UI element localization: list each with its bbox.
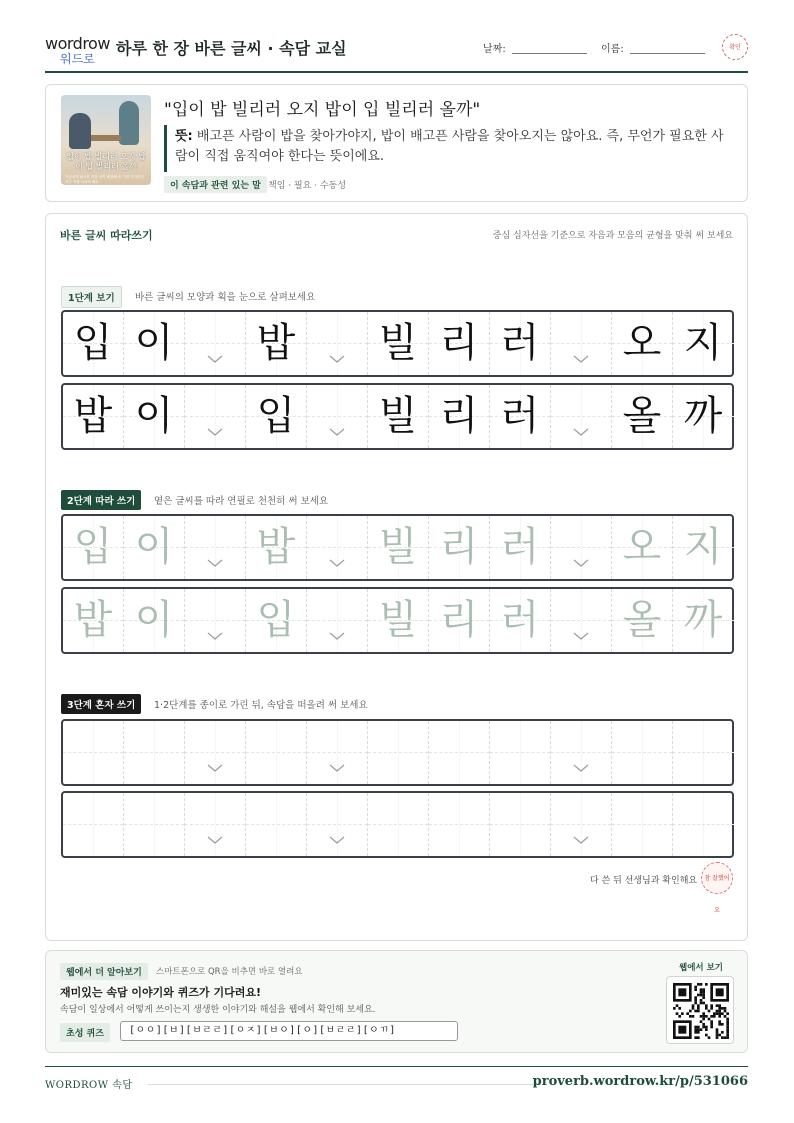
- web-subtitle: 속담이 일상에서 어떻게 쓰이는지 생생한 이야기와 해설을 웹에서 확인해 보세요.: [60, 1005, 376, 1015]
- writing-cell[interactable]: [63, 793, 124, 856]
- proverb-text: "입이 밥 빌리러 오지 밥이 입 빌리러 올까": [164, 100, 481, 120]
- writing-cell[interactable]: [124, 589, 185, 652]
- writing-cell[interactable]: [246, 516, 307, 579]
- step2-row-2[interactable]: [61, 587, 734, 654]
- model-glyph: 밥: [73, 393, 113, 439]
- writing-cell: [551, 312, 612, 375]
- step1-row-2: [61, 383, 734, 450]
- space-mark-icon: [573, 763, 589, 775]
- trace-glyph: 빌: [378, 524, 418, 570]
- model-glyph: 입: [73, 320, 113, 366]
- trace-glyph: 리: [439, 524, 479, 570]
- writing-cell[interactable]: [307, 721, 368, 784]
- proverb-illustration: [61, 95, 151, 185]
- writing-cell[interactable]: [246, 721, 307, 784]
- qr-code-graphic: [673, 983, 729, 1039]
- writing-cell[interactable]: [612, 516, 673, 579]
- writing-cell[interactable]: [429, 721, 490, 784]
- space-mark-icon: [573, 835, 589, 847]
- model-glyph: 리: [439, 393, 479, 439]
- writing-cell[interactable]: [429, 793, 490, 856]
- writing-cell: [429, 312, 490, 375]
- space-mark-icon: [207, 835, 223, 847]
- related-words: 책임 · 필요 · 수동성: [268, 181, 347, 191]
- step1-badge: 1단계 보기: [61, 286, 122, 308]
- writing-cell[interactable]: [124, 721, 185, 784]
- space-mark-icon: [329, 354, 345, 366]
- writing-cell[interactable]: [551, 793, 612, 856]
- writing-cell[interactable]: [63, 516, 124, 579]
- practice-hint: 중심 십자선을 기준으로 자음과 모음의 균형을 맞춰 써 보세요: [492, 231, 733, 241]
- meaning-text: 배고픈 사람이 밥을 찾아가야지, 밥이 배고픈 사람을 찾아오지는 않아요. 즉, 무언가 필요한 사람이 직접 움직여야 한다는 뜻이에요.: [175, 129, 724, 164]
- writing-cell: [612, 312, 673, 375]
- model-glyph: 입: [256, 393, 296, 439]
- writing-cell: [63, 385, 124, 448]
- writing-cell[interactable]: [368, 793, 429, 856]
- writing-cell: [368, 385, 429, 448]
- meaning-accent-bar: [164, 125, 167, 172]
- writing-cell[interactable]: [368, 589, 429, 652]
- model-glyph: 러: [500, 393, 540, 439]
- trace-glyph: 러: [500, 524, 540, 570]
- model-glyph: 리: [439, 320, 479, 366]
- trace-glyph: 빌: [378, 597, 418, 643]
- date-field[interactable]: [512, 53, 587, 54]
- web-badge: 웹에서 더 알아보기: [60, 963, 148, 980]
- web-title: 재미있는 속담 이야기와 퀴즈가 기다려요!: [60, 986, 261, 999]
- step3-row-1[interactable]: [61, 719, 734, 786]
- writing-cell: [490, 385, 551, 448]
- teacher-check-text: 다 쓴 뒤 선생님과 확인해요: [590, 876, 698, 886]
- logo-text: wordrow: [45, 34, 110, 53]
- space-mark-icon: [207, 354, 223, 366]
- space-mark-icon: [207, 558, 223, 570]
- writing-cell: [429, 385, 490, 448]
- model-glyph: 까: [683, 393, 723, 439]
- writing-cell: [307, 385, 368, 448]
- writing-cell[interactable]: [490, 793, 551, 856]
- footer-divider: [148, 1084, 540, 1085]
- writing-cell[interactable]: [551, 589, 612, 652]
- step2-desc: 옅은 글씨를 따라 연필로 천천히 써 보세요: [154, 496, 329, 507]
- space-mark-icon: [573, 558, 589, 570]
- wordrow-logo: [45, 34, 110, 66]
- step2-badge: 2단계 따라 쓰기: [61, 490, 141, 510]
- writing-cell[interactable]: [307, 589, 368, 652]
- writing-cell: [124, 312, 185, 375]
- space-mark-icon: [329, 558, 345, 570]
- web-badge-desc: 스마트폰으로 QR을 비추면 바로 열려요: [156, 967, 303, 977]
- writing-cell[interactable]: [307, 793, 368, 856]
- space-mark-icon: [329, 763, 345, 775]
- writing-cell[interactable]: [490, 516, 551, 579]
- writing-cell[interactable]: [673, 516, 734, 579]
- date-label: 날짜:: [483, 44, 506, 55]
- trace-glyph: 까: [683, 597, 723, 643]
- name-label: 이름:: [601, 44, 624, 55]
- writing-cell[interactable]: [673, 721, 734, 784]
- step3-badge: 3단계 혼자 쓰기: [61, 694, 141, 714]
- writing-cell: [185, 385, 246, 448]
- writing-cell[interactable]: [551, 721, 612, 784]
- model-glyph: 이: [134, 393, 174, 439]
- trace-glyph: 오: [622, 524, 662, 570]
- space-mark-icon: [207, 763, 223, 775]
- writing-cell[interactable]: [246, 793, 307, 856]
- writing-cell[interactable]: [551, 516, 612, 579]
- logo-sub: 워드로: [60, 52, 95, 66]
- model-glyph: 올: [622, 393, 662, 439]
- writing-cell: [124, 385, 185, 448]
- writing-cell[interactable]: [124, 793, 185, 856]
- trace-glyph: 올: [622, 597, 662, 643]
- chosung-quiz: [ㅇㅇ][ㅂ][ㅂㄹㄹ][ㅇㅈ][ㅂㅇ][ㅇ][ㅂㄹㄹ][ㅇㄲ]: [120, 1021, 458, 1041]
- model-glyph: 오: [622, 320, 662, 366]
- writing-cell: [612, 385, 673, 448]
- illustration-caption: 입이 밥 빌리러 오지 밥이 입 빌리러 올까: [66, 152, 146, 171]
- trace-glyph: 입: [256, 597, 296, 643]
- space-mark-icon: [573, 631, 589, 643]
- writing-cell[interactable]: [612, 589, 673, 652]
- writing-cell: [551, 385, 612, 448]
- step2-row-1[interactable]: [61, 514, 734, 581]
- praise-stamp-icon: 참 잘했어요: [701, 862, 733, 894]
- writing-cell: [63, 312, 124, 375]
- space-mark-icon: [207, 631, 223, 643]
- writing-cell[interactable]: [124, 516, 185, 579]
- writing-cell[interactable]: [185, 793, 246, 856]
- quiz-label: 초성 퀴즈: [60, 1023, 110, 1042]
- name-field[interactable]: [630, 53, 705, 54]
- space-mark-icon: [329, 631, 345, 643]
- writing-cell[interactable]: [490, 589, 551, 652]
- writing-cell[interactable]: [63, 721, 124, 784]
- writing-cell[interactable]: [307, 516, 368, 579]
- footer-rule: [45, 1066, 748, 1067]
- meaning-label: 뜻:: [175, 129, 193, 144]
- handwriting-practice: [45, 213, 748, 941]
- model-glyph: 러: [500, 320, 540, 366]
- footer-url[interactable]: proverb.wordrow.kr/p/531066: [532, 1074, 748, 1089]
- check-stamp-icon: 확인: [722, 34, 748, 60]
- space-mark-icon: [573, 354, 589, 366]
- writing-cell[interactable]: [612, 793, 673, 856]
- step1-desc: 바른 글씨의 모양과 획을 눈으로 살펴보세요: [135, 292, 316, 303]
- writing-cell[interactable]: [185, 516, 246, 579]
- proverb-meaning: [175, 127, 735, 167]
- proverb-card: [45, 84, 748, 202]
- model-glyph: 빌: [378, 393, 418, 439]
- page-header: [45, 28, 748, 73]
- writing-cell: [673, 385, 734, 448]
- model-glyph: 이: [134, 320, 174, 366]
- writing-cell: [246, 312, 307, 375]
- step3-desc: 1·2단계를 종이로 가린 뒤, 속담을 떠올려 써 보세요: [154, 700, 368, 711]
- model-glyph: 지: [683, 320, 723, 366]
- illustration-subcaption: 자신에게 필요한 것을 남이 해결해 줄 거라 기다리기보다 직접 나서야 해요: [65, 175, 144, 184]
- trace-glyph: 이: [134, 597, 174, 643]
- footer-brand: WORDROW 속담: [45, 1080, 133, 1091]
- writing-cell: [673, 312, 734, 375]
- related-words-label: 이 속담과 관련 있는 말: [164, 176, 267, 193]
- trace-glyph: 지: [683, 524, 723, 570]
- writing-cell[interactable]: [673, 589, 734, 652]
- writing-cell[interactable]: [368, 516, 429, 579]
- writing-cell[interactable]: [368, 721, 429, 784]
- writing-cell[interactable]: [673, 793, 734, 856]
- space-mark-icon: [329, 835, 345, 847]
- writing-cell[interactable]: [612, 721, 673, 784]
- practice-title: 바른 글씨 따라쓰기: [60, 229, 153, 242]
- writing-cell: [307, 312, 368, 375]
- trace-glyph: 밥: [256, 524, 296, 570]
- writing-cell[interactable]: [490, 721, 551, 784]
- space-mark-icon: [573, 427, 589, 439]
- qr-code-icon[interactable]: [666, 976, 734, 1044]
- writing-cell: [185, 312, 246, 375]
- space-mark-icon: [207, 427, 223, 439]
- writing-cell: [246, 385, 307, 448]
- trace-glyph: 리: [439, 597, 479, 643]
- writing-cell: [490, 312, 551, 375]
- space-mark-icon: [329, 427, 345, 439]
- qr-label: 웹에서 보기: [679, 963, 724, 973]
- step1-row-1: [61, 310, 734, 377]
- writing-cell[interactable]: [429, 516, 490, 579]
- writing-cell[interactable]: [63, 589, 124, 652]
- model-glyph: 빌: [378, 320, 418, 366]
- writing-cell: [368, 312, 429, 375]
- writing-cell[interactable]: [185, 589, 246, 652]
- writing-cell[interactable]: [429, 589, 490, 652]
- trace-glyph: 러: [500, 597, 540, 643]
- step3-row-2[interactable]: [61, 791, 734, 858]
- trace-glyph: 입: [73, 524, 113, 570]
- worksheet-title: 하루 한 장 바른 글씨 · 속담 교실: [116, 39, 347, 58]
- writing-cell[interactable]: [185, 721, 246, 784]
- writing-cell[interactable]: [246, 589, 307, 652]
- trace-glyph: 이: [134, 524, 174, 570]
- web-promo-card: [45, 950, 748, 1053]
- trace-glyph: 밥: [73, 597, 113, 643]
- model-glyph: 밥: [256, 320, 296, 366]
